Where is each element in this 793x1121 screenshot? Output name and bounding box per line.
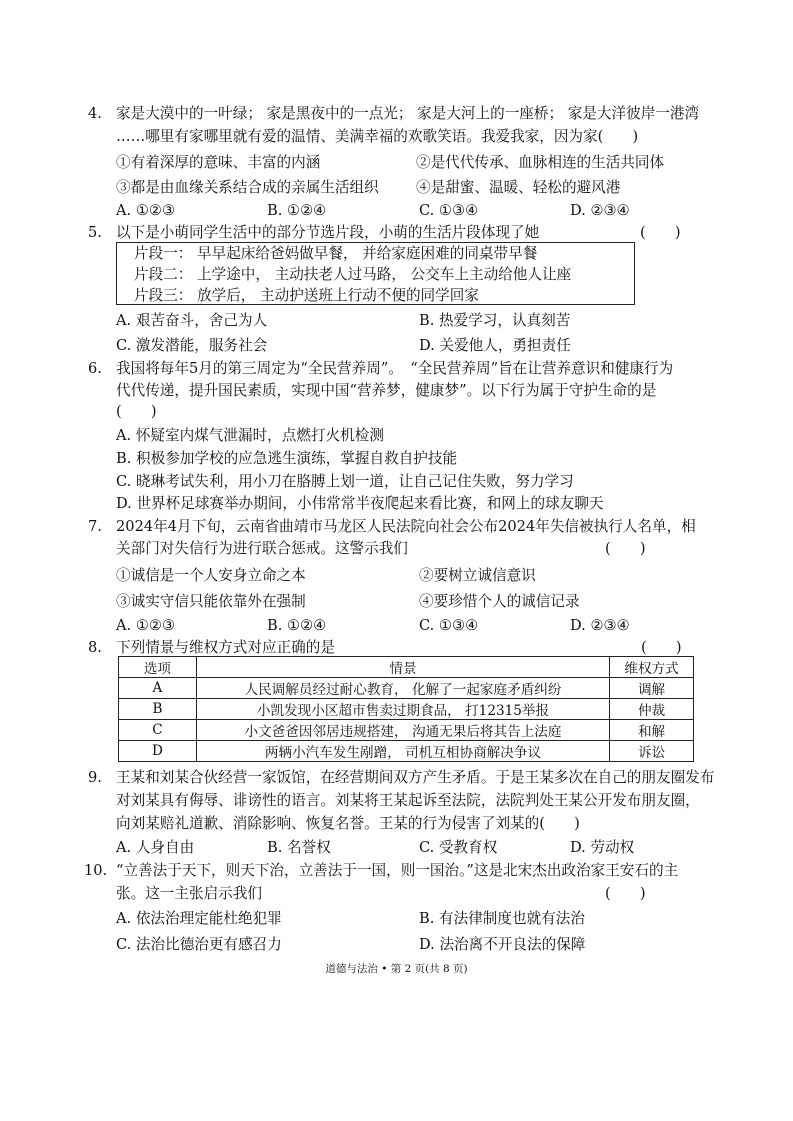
q6-option-c: C. 晓琳考试失利，用小刀在胳膊上划一道，让自己记住失败，努力学习 (116, 473, 574, 490)
row-option: B (119, 699, 197, 720)
row-option: C (119, 720, 197, 741)
q4-statement-4: ④是甜蜜、温暖、轻松的避风港 (416, 179, 621, 196)
q5-option-b: B. 热爱学习，认真刻苦 (419, 312, 571, 329)
q7-option-a: A. ①②③ (116, 617, 176, 634)
q5-number: 5. (88, 224, 102, 241)
q10-stem-line1: “立善法于天下，则天下治，立善法于一国，则一国治。”这是北宋杰出政治家王安石的主 (116, 862, 679, 879)
q5-stem: 以下是小萌同学生活中的部分节选片段，小萌的生活片段体现了她 (116, 224, 540, 241)
page-footer: 道德与法治 • 第 2 页(共 8 页) (325, 963, 468, 975)
row-method: 和解 (610, 720, 694, 741)
q10-stem-line2: 张。这一主张启示我们 (116, 885, 262, 902)
q4-option-c: C. ①③④ (419, 202, 479, 219)
q9-stem-line1: 王某和刘某合伙经营一家饭馆，在经营期间双方产生矛盾。于是王某多次在自己的朋友圈发布 (116, 769, 715, 786)
q7-option-c: C. ①③④ (419, 617, 479, 634)
row-method: 诉讼 (610, 741, 694, 762)
q4-number: 4. (88, 105, 102, 122)
q10-option-b: B. 有法律制度也就有法治 (419, 910, 585, 927)
q7-answer-paren: ( ) (605, 540, 646, 557)
row-scenario: 两辆小汽车发生剐蹭， 司机互相协商解决争议 (196, 741, 609, 762)
q5-option-c: C. 激发潜能，服务社会 (116, 337, 268, 354)
table-row (119, 741, 694, 762)
q6-number: 6. (88, 360, 102, 377)
q8-answer-paren: ( ) (641, 639, 682, 656)
rights-table (118, 656, 694, 762)
q4-stem-line2: ……哪里有家哪里就有爱的温情、美满幸福的欢歌笑语。我爱我家，因为家( ) (116, 128, 639, 145)
table-row (119, 699, 694, 720)
row-scenario: 小文爸爸因邻居违规搭建， 沟通无果后将其告上法庭 (196, 720, 609, 741)
q7-option-b: B. ①②④ (267, 617, 327, 634)
q6-option-b: B. 积极参加学校的应急逃生演练，掌握自救自护技能 (116, 450, 458, 467)
row-option: A (119, 678, 197, 699)
q5-answer-paren: ( ) (640, 224, 681, 241)
table-header-row (119, 657, 694, 678)
q5-fragment-1: 片段一： 早早起床给爸妈做早餐， 并给家庭困难的同桌带早餐 (134, 245, 538, 262)
q4-stem-line1: 家是大漠中的一叶绿； 家是黑夜中的一点光； 家是大河上的一座桥； 家是大洋彼岸一港湾 (116, 105, 700, 122)
q4-statement-3: ③都是由血缘关系结合成的亲属生活组织 (116, 179, 379, 196)
q4-option-b: B. ①②④ (267, 202, 327, 219)
table-row (119, 720, 694, 741)
q7-stem-line1: 2024年4月下旬，云南省曲靖市马龙区人民法院向社会公布2024年失信被执行人名单，相 (116, 518, 696, 535)
header-method: 维权方式 (610, 657, 694, 678)
row-option: D (119, 741, 197, 762)
q4-option-a: A. ①②③ (116, 202, 176, 219)
q6-option-a: A. 怀疑室内煤气泄漏时，点燃打火机检测 (116, 427, 384, 444)
q9-option-c: C. 受教育权 (419, 839, 498, 856)
q4-option-d: D. ②③④ (570, 202, 630, 219)
q9-option-d: D. 劳动权 (570, 839, 635, 856)
q9-number: 9. (88, 769, 102, 786)
q7-number: 7. (88, 518, 102, 535)
row-scenario: 小凯发现小区超市售卖过期食品， 打12315举报 (196, 699, 609, 720)
table-row (119, 678, 694, 699)
q5-option-a: A. 艰苦奋斗，舍己为人 (116, 312, 268, 329)
q5-option-d: D. 关爱他人，勇担责任 (419, 337, 571, 354)
q10-option-c: C. 法治比德治更有感召力 (116, 936, 282, 953)
q6-option-d: D. 世界杯足球赛举办期间，小伟常常半夜爬起来看比赛，和网上的球友聊天 (116, 495, 604, 512)
q9-option-b: B. 名誉权 (267, 839, 331, 856)
header-option: 选项 (119, 657, 197, 678)
q7-statement-3: ③诚实守信只能依靠外在强制 (116, 593, 306, 610)
q8-number: 8. (88, 639, 102, 656)
q5-fragment-3: 片段三： 放学后， 主动护送班上行动不便的同学回家 (134, 287, 479, 304)
q10-option-d: D. 法治离不开良法的保障 (419, 936, 586, 953)
q7-statement-4: ④要珍惜个人的诚信记录 (419, 593, 580, 610)
q4-statement-2: ②是代代传承、血脉相连的生活共同体 (416, 154, 665, 171)
q6-stem-line1: 我国将每年5月的第三周定为“全民营养周”。 “全民营养周”旨在让营养意识和健康行为 (116, 360, 674, 377)
row-method: 仲裁 (610, 699, 694, 720)
q10-number: 10. (84, 862, 108, 879)
row-scenario: 人民调解员经过耐心教育， 化解了一起家庭矛盾纠纷 (196, 678, 609, 699)
row-method: 调解 (610, 678, 694, 699)
header-scenario: 情景 (196, 657, 609, 678)
q4-statement-1: ①有着深厚的意味、丰富的内涵 (116, 154, 321, 171)
q7-option-d: D. ②③④ (570, 617, 630, 634)
q8-stem: 下列情景与维权方式对应正确的是 (116, 639, 335, 656)
q10-option-a: A. 依法治理定能杜绝犯罪 (116, 910, 282, 927)
q6-answer-paren: ( ) (116, 403, 157, 420)
q7-stem-line2: 关部门对失信行为进行联合惩戒。这警示我们 (116, 540, 408, 557)
q9-stem-line2: 对刘某具有侮辱、诽谤性的语言。刘某将王某起诉至法院，法院判处王某公开发布朋友圈， (116, 792, 700, 809)
q9-option-a: A. 人身自由 (116, 839, 195, 856)
q10-answer-paren: ( ) (605, 885, 646, 902)
q7-statement-2: ②要树立诚信意识 (419, 567, 536, 584)
q9-stem-line3: 向刘某赔礼道歉、消除影响、恢复名誉。王某的行为侵害了刘某的( ) (116, 815, 580, 832)
q7-statement-1: ①诚信是一个人安身立命之本 (116, 567, 306, 584)
q5-fragment-2: 片段二： 上学途中， 主动扶老人过马路， 公交车上主动给他人让座 (134, 266, 572, 283)
q6-stem-line2: 代代传递，提升国民素质，实现中国“营养梦，健康梦”。以下行为属于守护生命的是 (116, 382, 657, 399)
